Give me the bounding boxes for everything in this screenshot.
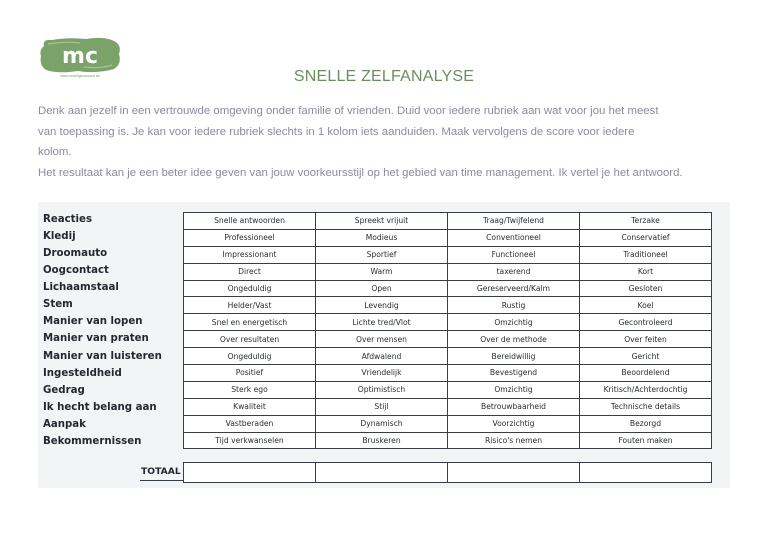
total-label: TOTAAL <box>141 466 181 477</box>
total-underline <box>140 480 183 481</box>
total-cell[interactable] <box>580 463 712 483</box>
table-cell[interactable]: Rustig <box>448 297 580 314</box>
table-cell[interactable]: Optimistisch <box>316 381 448 398</box>
table-cell[interactable]: Gereserveerd/Kalm <box>448 280 580 297</box>
table-row <box>184 381 712 398</box>
table-cell[interactable]: Risico's nemen <box>448 432 580 449</box>
table-row <box>184 415 712 432</box>
table-row <box>184 314 712 331</box>
table-row <box>184 246 712 263</box>
table-cell[interactable]: taxerend <box>448 263 580 280</box>
logo-text: mc <box>62 44 98 69</box>
table-cell[interactable]: Over de methode <box>448 331 580 348</box>
table-cell[interactable]: Warm <box>316 263 448 280</box>
table-cell[interactable]: Technische details <box>580 398 712 415</box>
table-row <box>184 398 712 415</box>
table-cell[interactable]: Sportief <box>316 246 448 263</box>
table-cell[interactable]: Tijd verkwanselen <box>184 432 316 449</box>
table-cell[interactable]: Terzake <box>580 213 712 230</box>
table-cell[interactable]: Gericht <box>580 348 712 365</box>
table-cell[interactable]: Sterk ego <box>184 381 316 398</box>
intro-line: Denk aan jezelf in een vertrouwde omgeving onder familie of vrienden. Duid voor iedere rubriek aan wat voor jou het meest <box>38 105 659 117</box>
table-cell[interactable]: Kwaliteit <box>184 398 316 415</box>
row-label: Reacties <box>43 214 93 225</box>
table-cell[interactable]: Gesloten <box>580 280 712 297</box>
table-row <box>184 432 712 449</box>
table-cell[interactable]: Bereidwillig <box>448 348 580 365</box>
table-cell[interactable]: Traag/Twijfelend <box>448 213 580 230</box>
table-cell[interactable]: Koel <box>580 297 712 314</box>
intro-line: Het resultaat kan je een beter idee geven van jouw voorkeursstijl op het gebied van time management. Ik vertel je het antwoord. <box>38 166 683 179</box>
intro-text <box>38 101 738 183</box>
total-cell[interactable] <box>448 463 580 483</box>
table-row <box>184 348 712 365</box>
table-cell[interactable]: Snel en energetisch <box>184 314 316 331</box>
table-cell[interactable]: Modieus <box>316 229 448 246</box>
table-cell[interactable]: Positief <box>184 365 316 382</box>
table-cell[interactable]: Impressionant <box>184 246 316 263</box>
row-label: Ingesteldheid <box>43 367 122 379</box>
intro-line: kolom. <box>38 146 72 159</box>
table-cell[interactable]: Lichte tred/Vlot <box>316 314 448 331</box>
table-cell[interactable]: Open <box>316 280 448 297</box>
table-row <box>184 365 712 382</box>
table-cell[interactable]: Gecontroleerd <box>580 314 712 331</box>
table-cell[interactable]: Kritisch/Achterdochtig <box>580 381 712 398</box>
table-cell[interactable]: Voorzichtig <box>448 415 580 432</box>
table-row <box>184 263 712 280</box>
table-row <box>184 331 712 348</box>
row-label: Gedrag <box>43 384 85 396</box>
table-cell[interactable]: Conventioneel <box>448 229 580 246</box>
table-cell[interactable]: Stijl <box>316 398 448 415</box>
table-cell[interactable]: Conservatief <box>580 229 712 246</box>
row-label: Ik hecht belang aan <box>43 401 157 413</box>
table-row <box>184 297 712 314</box>
table-cell[interactable]: Direct <box>184 263 316 280</box>
table-cell[interactable]: Over resultaten <box>184 331 316 348</box>
table-cell[interactable]: Levendig <box>316 297 448 314</box>
table-row <box>184 213 712 230</box>
total-cell[interactable] <box>184 463 316 483</box>
total-cell[interactable] <box>316 463 448 483</box>
row-label: Lichaamstaal <box>43 282 119 294</box>
table-cell[interactable]: Omzichtig <box>448 314 580 331</box>
table-cell[interactable]: Vastberaden <box>184 415 316 432</box>
logo-caption: www.mcdeligemcoach.be <box>60 74 100 78</box>
total-score-row <box>183 462 712 483</box>
row-label: Bekommernissen <box>43 435 142 447</box>
row-label: Stem <box>43 299 73 311</box>
row-label: Oogcontact <box>43 265 109 277</box>
table-cell[interactable]: Functioneel <box>448 246 580 263</box>
table-cell[interactable]: Spreekt vrijuit <box>316 213 448 230</box>
row-label: Kledij <box>43 231 76 243</box>
row-label: Aanpak <box>43 418 86 430</box>
table-row <box>184 229 712 246</box>
table-cell[interactable]: Afdwalend <box>316 348 448 365</box>
table-cell[interactable]: Bruskeren <box>316 432 448 449</box>
analysis-table <box>183 212 712 449</box>
table-cell[interactable]: Omzichtig <box>448 381 580 398</box>
table-cell[interactable]: Vriendelijk <box>316 365 448 382</box>
row-label: Manier van praten <box>43 333 149 345</box>
table-cell[interactable]: Fouten maken <box>580 432 712 449</box>
table-cell[interactable]: Ongeduldig <box>184 348 316 365</box>
page-title: SNELLE ZELFANALYSE <box>293 68 475 85</box>
table-cell[interactable]: Beoordelend <box>580 365 712 382</box>
table-cell[interactable]: Snelle antwoorden <box>184 213 316 230</box>
table-cell[interactable]: Betrouwbaarheid <box>448 398 580 415</box>
table-cell[interactable]: Traditioneel <box>580 246 712 263</box>
table-cell[interactable]: Dynamisch <box>316 415 448 432</box>
table-row <box>184 280 712 297</box>
row-label: Manier van lopen <box>43 316 143 328</box>
table-cell[interactable]: Over feiten <box>580 331 712 348</box>
row-label: Droomauto <box>43 248 108 260</box>
table-cell[interactable]: Professioneel <box>184 229 316 246</box>
table-cell[interactable]: Ongeduldig <box>184 280 316 297</box>
table-cell[interactable]: Bezorgd <box>580 415 712 432</box>
intro-line: van toepassing is. Je kan voor iedere rubriek slechts in 1 kolom iets aanduiden. Maak vervolgens de score voor iedere <box>38 125 635 138</box>
table-cell[interactable]: Kort <box>580 263 712 280</box>
table-cell[interactable]: Over mensen <box>316 331 448 348</box>
table-cell[interactable]: Helder/Vast <box>184 297 316 314</box>
table-cell[interactable]: Bevestigend <box>448 365 580 382</box>
row-label: Manier van luisteren <box>43 350 162 362</box>
